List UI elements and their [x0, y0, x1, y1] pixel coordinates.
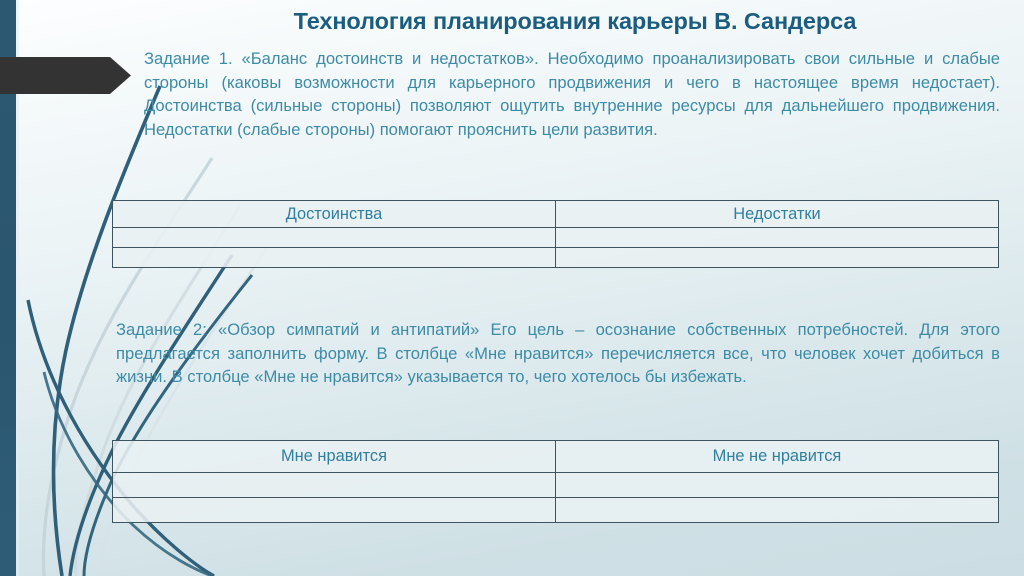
table-row	[113, 441, 999, 473]
arrow-banner-shape	[0, 57, 131, 94]
table2-header-likes: Мне нравится	[113, 441, 556, 473]
table1-header-advantages: Достоинства	[113, 201, 556, 228]
table1-cell-r2c1[interactable]	[113, 248, 556, 268]
task-2-paragraph: Задание 2: «Обзор симпатий и антипатий» Его цель – осознание собственных потребностей. Для этого предлагается заполнить форму. В столбце «Мне нравится» перечисляется все, что человек хочет добиться в жизни. В столбце «Мне не нравится» указывается то, чего хотелось бы избежать.	[116, 320, 1000, 387]
table-row	[113, 498, 999, 523]
table-row	[113, 473, 999, 498]
page-title: Технология планирования карьеры В. Сандерса	[293, 8, 857, 34]
table2-cell-r1c1[interactable]	[113, 473, 556, 498]
table1-cell-r2c2[interactable]	[556, 248, 999, 268]
table2-cell-r2c2[interactable]	[556, 498, 999, 523]
table2-cell-r1c2[interactable]	[556, 473, 999, 498]
table-row	[113, 248, 999, 268]
table1-cell-r1c1[interactable]	[113, 228, 556, 248]
table-row	[113, 201, 999, 228]
advantages-disadvantages-table	[112, 200, 999, 268]
task-1-paragraph: Задание 1. «Баланс достоинств и недостатков». Необходимо проанализировать свои сильные и слабые стороны (каковы возможности для карьерного продвижения и чего в настоящее время недостает). Достоинства (сильные стороны) позволяют ощутить внутренние ресурсы для дальнейшего продвижения. Недостатки (слабые стороны) помогают прояснить цели развития.	[144, 49, 1000, 139]
table2-cell-r2c1[interactable]	[113, 498, 556, 523]
table1-header-disadvantages: Недостатки	[556, 201, 999, 228]
table-row	[113, 228, 999, 248]
table2-header-dislikes: Мне не нравится	[556, 441, 999, 473]
likes-dislikes-table	[112, 440, 999, 523]
table1-cell-r1c2[interactable]	[556, 228, 999, 248]
